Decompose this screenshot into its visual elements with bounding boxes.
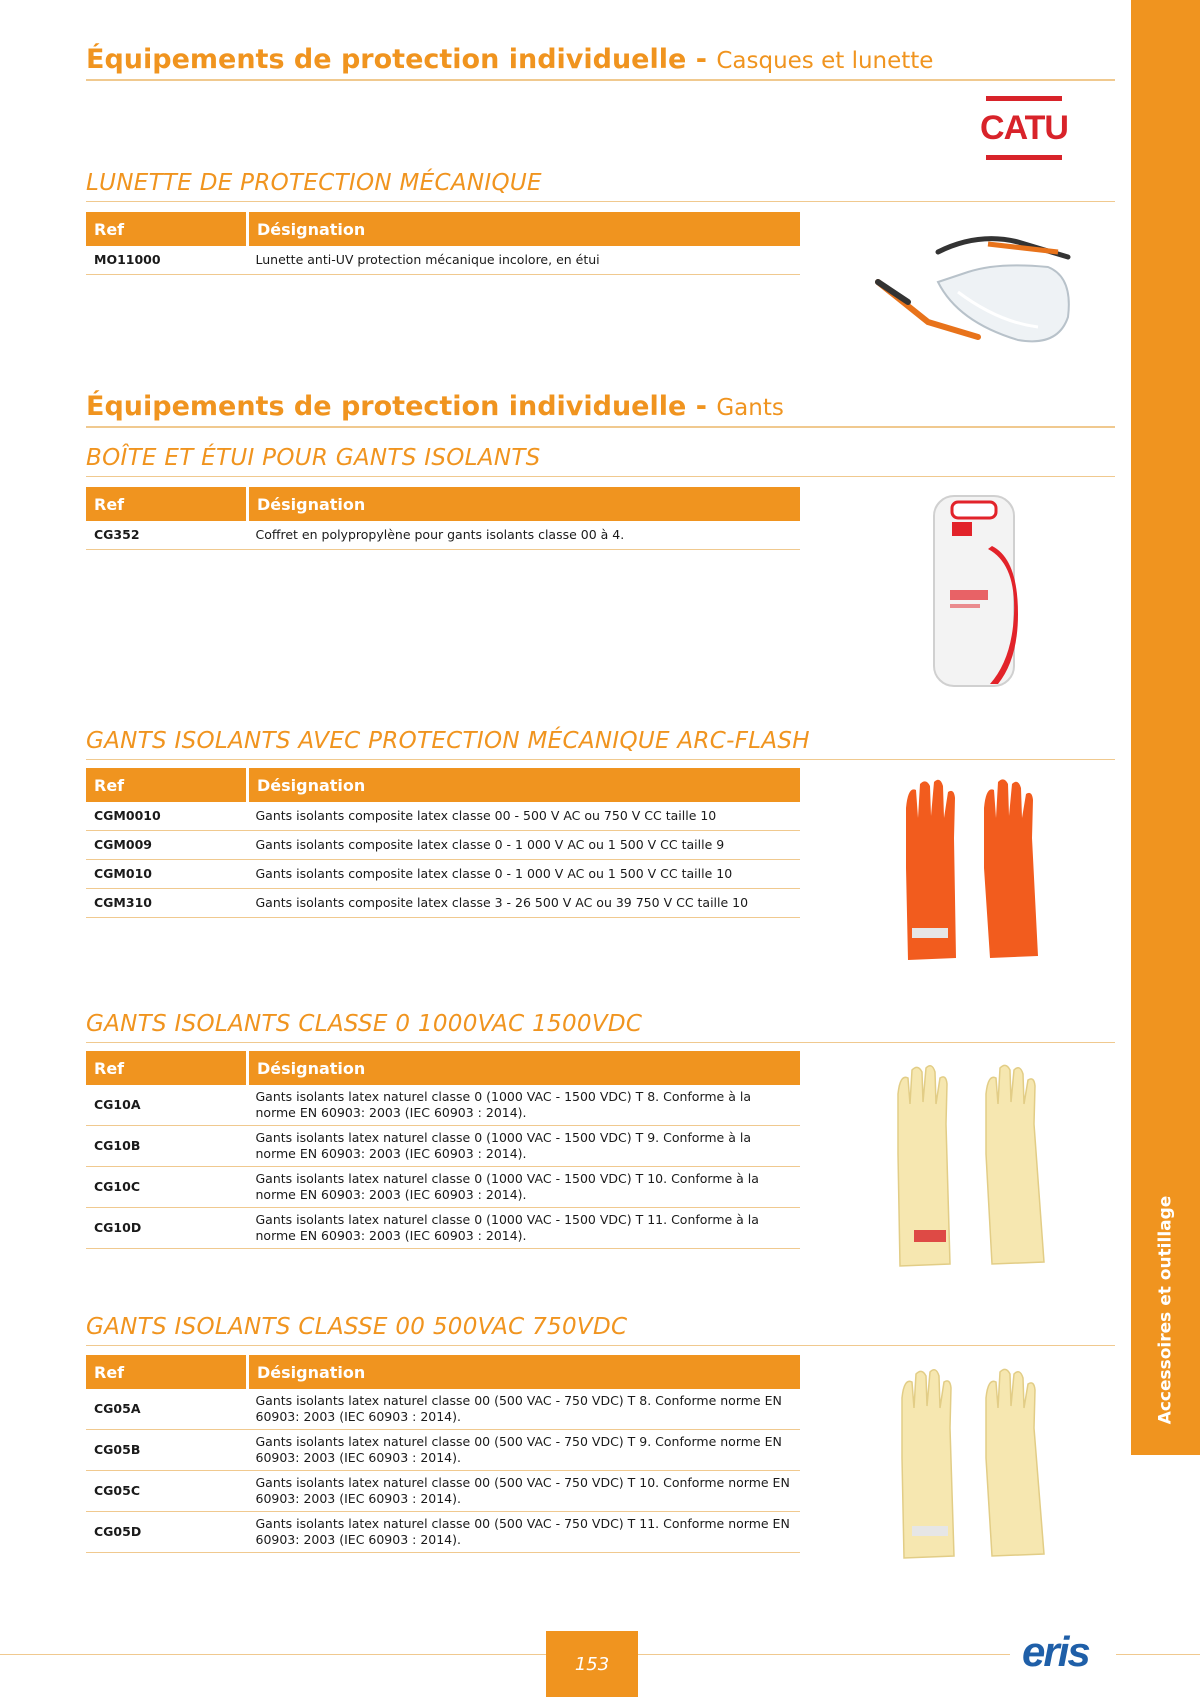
row-ref: CG05C	[86, 1471, 248, 1512]
header-ref: Ref	[86, 768, 248, 802]
eris-logo-text: eris	[1022, 1628, 1089, 1675]
table-row	[86, 1430, 800, 1471]
table-row	[86, 1085, 800, 1126]
row-designation: Lunette anti-UV protection mécanique incolore, en étui	[248, 246, 801, 275]
latex-gloves-class0-image	[894, 1064, 1054, 1270]
row-ref: CG352	[86, 521, 248, 550]
table-row	[86, 860, 800, 889]
row-designation: Gants isolants latex naturel classe 00 (500 VAC - 750 VDC) T 8. Conforme norme EN 60903: 2003 (IEC 60903 : 2014).	[248, 1389, 801, 1430]
row-designation: Gants isolants composite latex classe 00 - 500 V AC ou 750 V CC taille 10	[248, 802, 801, 831]
header-designation: Désignation	[248, 487, 801, 521]
footer-line-left	[0, 1654, 546, 1655]
row-designation: Gants isolants composite latex classe 3 - 26 500 V AC ou 39 750 V CC taille 10	[248, 889, 801, 918]
safety-glasses-image	[868, 222, 1074, 352]
table-row	[86, 1389, 800, 1430]
row-ref: CGM010	[86, 860, 248, 889]
heading-1-main: Équipements de protection individuelle	[86, 44, 687, 75]
table-row	[86, 802, 800, 831]
row-ref: CGM009	[86, 831, 248, 860]
table-row	[86, 1126, 800, 1167]
row-ref: CG05A	[86, 1389, 248, 1430]
table-header-row	[86, 212, 800, 246]
header-ref: Ref	[86, 487, 248, 521]
heading-2-main: Équipements de protection individuelle	[86, 391, 687, 422]
section-title-classe-0: GANTS ISOLANTS CLASSE 0 1000VAC 1500VDC	[86, 1011, 1115, 1043]
product-table-boite	[86, 487, 800, 550]
row-ref: CG10D	[86, 1208, 248, 1249]
page-heading-2	[86, 391, 1115, 428]
eris-logo	[1022, 1630, 1108, 1674]
row-designation: Gants isolants latex naturel classe 00 (500 VAC - 750 VDC) T 9. Conforme norme EN 60903: 2003 (IEC 60903 : 2014).	[248, 1430, 801, 1471]
row-designation: Gants isolants latex naturel classe 0 (1000 VAC - 1500 VDC) T 8. Conforme à la norme EN 60903: 2003 (IEC 60903 : 2014).	[248, 1085, 801, 1126]
section-title-arc-flash: GANTS ISOLANTS AVEC PROTECTION MÉCANIQUE ARC-FLASH	[86, 728, 1115, 760]
row-designation: Gants isolants latex naturel classe 00 (500 VAC - 750 VDC) T 10. Conforme norme EN 60903: 2003 (IEC 60903 : 2014).	[248, 1471, 801, 1512]
table-row	[86, 1208, 800, 1249]
row-designation: Gants isolants composite latex classe 0 - 1 000 V AC ou 1 500 V CC taille 10	[248, 860, 801, 889]
row-ref: CG05D	[86, 1512, 248, 1553]
page-number	[546, 1631, 638, 1697]
table-row	[86, 246, 800, 275]
header-ref: Ref	[86, 1051, 248, 1085]
glove-case-image	[928, 494, 1020, 690]
table-header-row	[86, 1051, 800, 1085]
page-number-text: 153	[574, 1653, 610, 1675]
heading-2-sub: Gants	[716, 395, 784, 421]
heading-2-separator: -	[686, 391, 717, 422]
table-row	[86, 831, 800, 860]
header-designation: Désignation	[248, 212, 801, 246]
section-title-lunette: LUNETTE DE PROTECTION MÉCANIQUE	[86, 170, 1115, 202]
row-ref: CG10B	[86, 1126, 248, 1167]
table-header-row	[86, 487, 800, 521]
row-ref: MO11000	[86, 246, 248, 275]
row-designation: Gants isolants latex naturel classe 0 (1000 VAC - 1500 VDC) T 10. Conforme à la norme EN 60903: 2003 (IEC 60903 : 2014).	[248, 1167, 801, 1208]
heading-1-separator: -	[686, 44, 717, 75]
footer-line-middle	[638, 1654, 1010, 1655]
row-designation: Coffret en polypropylène pour gants isolants classe 00 à 4.	[248, 521, 801, 550]
row-designation: Gants isolants latex naturel classe 0 (1000 VAC - 1500 VDC) T 11. Conforme à la norme EN 60903: 2003 (IEC 60903 : 2014).	[248, 1208, 801, 1249]
table-row	[86, 889, 800, 918]
product-table-lunette	[86, 212, 800, 275]
side-category-label-box	[1131, 1180, 1200, 1440]
heading-1-sub: Casques et lunette	[716, 48, 934, 74]
table-header-row	[86, 1355, 800, 1389]
section-title-classe-00: GANTS ISOLANTS CLASSE 00 500VAC 750VDC	[86, 1314, 1115, 1346]
row-ref: CG10C	[86, 1167, 248, 1208]
row-ref: CGM310	[86, 889, 248, 918]
catu-logo-text: CATU	[980, 108, 1068, 147]
row-designation: Gants isolants latex naturel classe 00 (500 VAC - 750 VDC) T 11. Conforme norme EN 60903: 2003 (IEC 60903 : 2014).	[248, 1512, 801, 1553]
catu-logo	[980, 96, 1068, 160]
row-designation: Gants isolants composite latex classe 0 - 1 000 V AC ou 1 500 V CC taille 9	[248, 831, 801, 860]
product-table-classe-0	[86, 1051, 800, 1249]
product-table-classe-00	[86, 1355, 800, 1553]
header-designation: Désignation	[248, 768, 801, 802]
section-title-boite: BOÎTE ET ÉTUI POUR GANTS ISOLANTS	[86, 445, 1115, 477]
footer-line-right	[1116, 1654, 1200, 1655]
header-designation: Désignation	[248, 1355, 801, 1389]
table-row	[86, 521, 800, 550]
product-table-arc-flash	[86, 768, 800, 918]
latex-gloves-class00-image	[898, 1368, 1058, 1562]
row-ref: CG10A	[86, 1085, 248, 1126]
table-header-row	[86, 768, 800, 802]
row-ref: CG05B	[86, 1430, 248, 1471]
row-designation: Gants isolants latex naturel classe 0 (1000 VAC - 1500 VDC) T 9. Conforme à la norme EN 60903: 2003 (IEC 60903 : 2014).	[248, 1126, 801, 1167]
table-row	[86, 1471, 800, 1512]
orange-gloves-image	[898, 778, 1048, 968]
header-ref: Ref	[86, 212, 248, 246]
table-row	[86, 1512, 800, 1553]
header-designation: Désignation	[248, 1051, 801, 1085]
row-ref: CGM0010	[86, 802, 248, 831]
table-row	[86, 1167, 800, 1208]
page-heading-1	[86, 44, 1115, 81]
header-ref: Ref	[86, 1355, 248, 1389]
side-category-label: Accessoires et outillage	[1155, 1195, 1176, 1425]
